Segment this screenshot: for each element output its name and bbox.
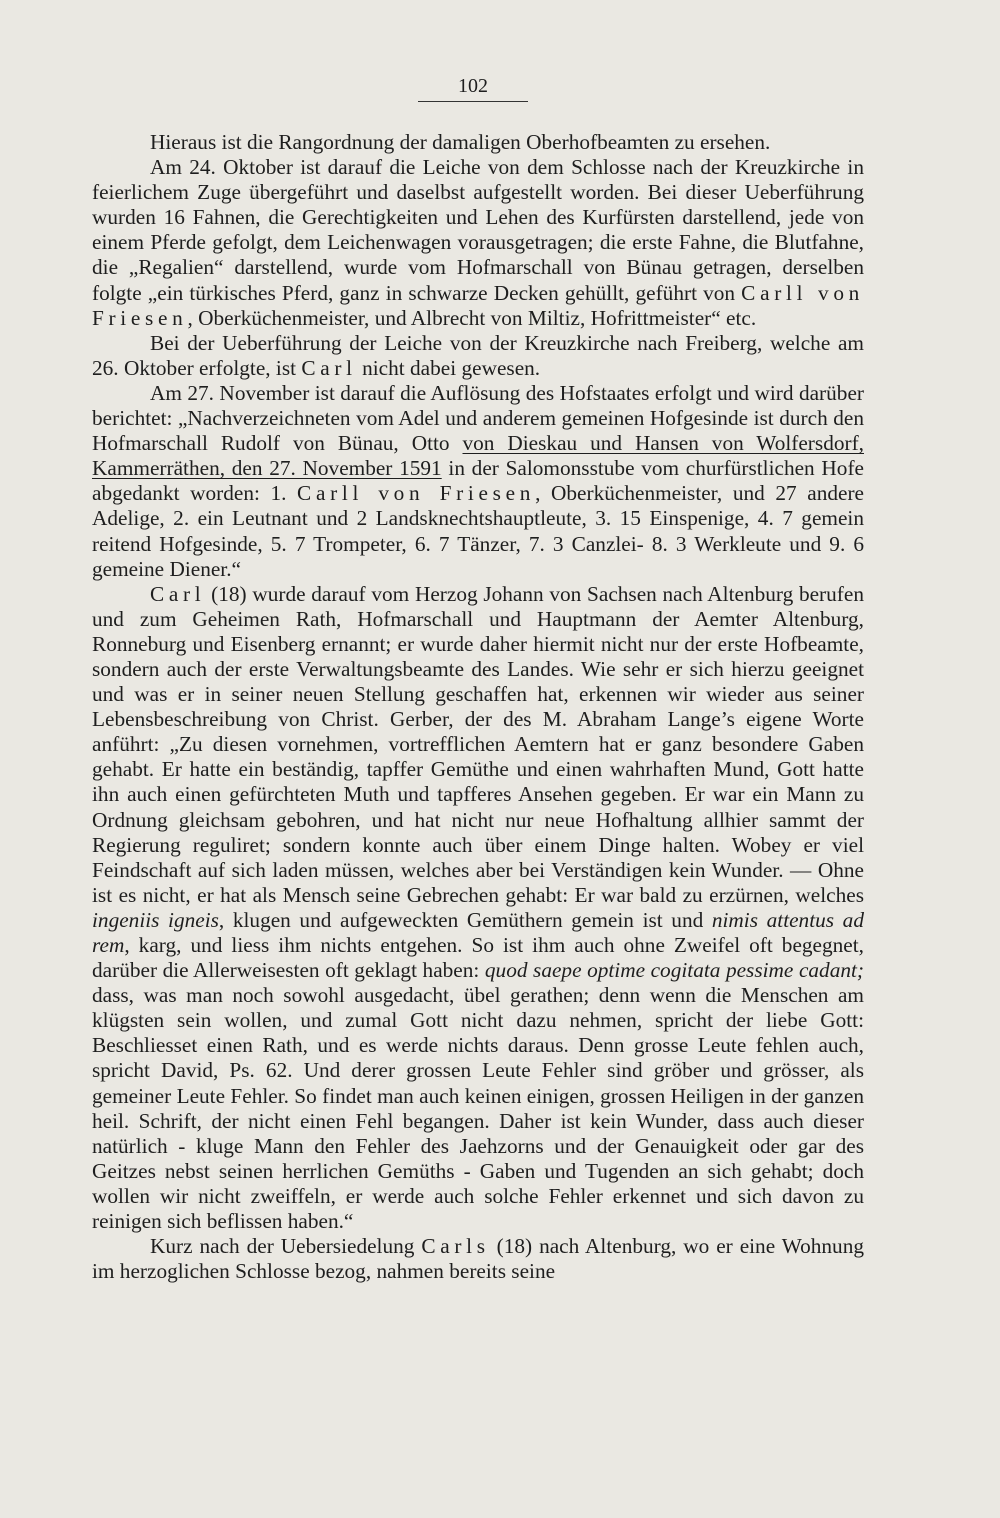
spaced-name: Carl [150,581,206,606]
body-text [92,130,864,1284]
latin-phrase: quod saepe optime cogitata pessime cadant; [484,958,864,983]
text-run: Am 27. November ist darauf die Auflösung des Hofstaates erfolgt und wird darüber berichtet: „Nachverzeichneten vom Adel und anderem gemeinen Hofgesinde ist durch den Hofmarschall Rudolf von Bünau, Otto [92,380,864,456]
paragraph-2 [92,155,864,331]
text-run: (18) wurde darauf vom Herzog Johann von Sachsen nach Altenburg berufen und zum Geheimen Rath, Hofmarschall und Hauptmann der Aemter Altenburg, Ronneburg und Eisenberg ernannt; er wurde daher hiermit nicht nur der erste Hofbeamte, sondern auch der erste Verwaltungsbeamte des Landes. Wie sehr er sich hierzu geeignet und was er in seiner neuen Stellung geschaffen hat, erkennen wir wieder aus seiner Lebensbeschreibung von Christ. Gerber, der des M. Abraham Lange’s eigene Worte anführt: „Zu diesen vornehmen, vortrefflichen Aemtern hat er ganz besondere Gaben gehabt. Er hatte ein beständig, tapffer Gemüthe und einen wahrhaften Mund, Gott hatte ihn auch einen gefürchteten Muth und tapfferes Ansehen gegeben. Er war ein Mann zu Ordnung gleichsam gebohren, und hat nicht nur neue Hofhaltung allhier sammt der Regierung reguliret; sondern konnte auch über einem Dinge halten. Wobey er viel Feindschaft auf sich laden müssen, welches aber bei Verständigen kein Wunder. — Ohne ist es nicht, er hat als Mensch seine Gebrechen gehabt: Er war bald zu erzürnen, welches [92,581,864,907]
text-run: Am 24. Oktober ist darauf die Leiche von dem Schlosse nach der Kreuzkirche in feierlichem Zuge übergeführt und daselbst aufgestellt worden. Bei dieser Ueberführung wurden 16 Fahnen, die Gerechtigkeiten und Lehen des Kurfürsten darstellend, jede von einem Pferde gefolgt, dem Leichenwagen vorausgetragen; die erste Fahne, die Blutfahne, die „Regalien“ darstellend, wurde vom Hofmarschall von Bünau getragen, derselben folgte „ein türkisches Pferd, ganz in schwarze Decken gehüllt, geführt von [92,155,864,305]
latin-phrase: nimis attentus ad rem [92,907,864,957]
spaced-name: Carll von Friesen [92,280,864,330]
page-number: 102 [418,74,528,102]
text-run: , klugen und aufgeweckten Gemüthern gemein ist und [218,907,712,932]
text-run: , karg, und liess ihm nichts entgehen. So ist ihm auch ohne Zweifel oft begegnet, darüber die Allerweisesten oft geklagt haben: [92,933,864,983]
paragraph-1 [92,130,864,155]
text-run: , Oberküchenmeister, und 27 andere Adelige, 2. ein Leutnant und 2 Landsknechtshauptleute, 3. 15 Einspenige, 4. 7 gemein reitend Hofgesinde, 5. 7 Trompeter, 6. 7 Tänzer, 7. 3 Canzlei- 8. 3 Werkleute und 9. 6 gemeine Diener.“ [92,481,864,581]
text-run: nicht dabei gewesen. [356,355,541,380]
paragraph-3 [92,331,864,381]
underlined-passage: von Dieskau und Hansen von Wolfersdorf, Kammerräthen, den 27. November 1591 [92,431,864,481]
paragraph-4 [92,381,864,582]
text-run: Hieraus ist die Rangordnung der damaligen Oberhofbeamten zu ersehen. [150,130,771,154]
paragraph-5 [92,582,864,1234]
spaced-name: Carll von Friesen [297,481,536,506]
text-run: Kurz nach der Uebersiedelung [150,1234,422,1259]
spaced-name: Carls [421,1234,490,1259]
text-run: Bei der Ueberführung der Leiche von der Kreuzkirche nach Freiberg, welche am 26. Oktober erfolgte, ist [92,330,864,380]
text-run: in der Salomonsstube vom churfürstlichen Hofe abgedankt worden: 1. [92,456,864,506]
paragraph-6 [92,1234,864,1284]
text-run: , Oberküchenmeister, und Albrecht von Miltiz, Hofrittmeister“ etc. [187,305,757,330]
spaced-name: Carl [301,355,357,380]
text-run: dass, was man noch sowohl ausgedacht, übel gerathen; denn wenn die Menschen am klügsten sein wollen, und zumal Gott nicht dazu nehmen, spricht der liebe Gott: Beschliesset einen Rath, und es werde nichts daraus. Denn grosse Leute fehlen auch, spricht David, Ps. 62. Und derer grossen Leute Fehler sind gröber und grösser, als gemeiner Leute Fehler. So findet man auch keinen einigen, grossen Heiligen in der ganzen heil. Schrift, der nicht einen Fehl begangen. Daher ist kein Wunder, dass auch dieser natürlich - kluge Mann den Fehler des Jaehzorns und der Genauigkeit oder gar des Geitzes nebst seinen herrlichen Gemüths - Gaben und Tugenden an sich gehabt; doch wollen wir nicht zweiffeln, er werde auch solche Fehler erkennet und sich davon zu reinigen sich beflissen haben.“ [92,983,864,1234]
latin-phrase: ingeniis igneis [92,907,219,932]
text-run: (18) nach Altenburg, wo er eine Wohnung im herzoglichen Schlosse bezog, nahmen bereits seine [92,1234,864,1284]
